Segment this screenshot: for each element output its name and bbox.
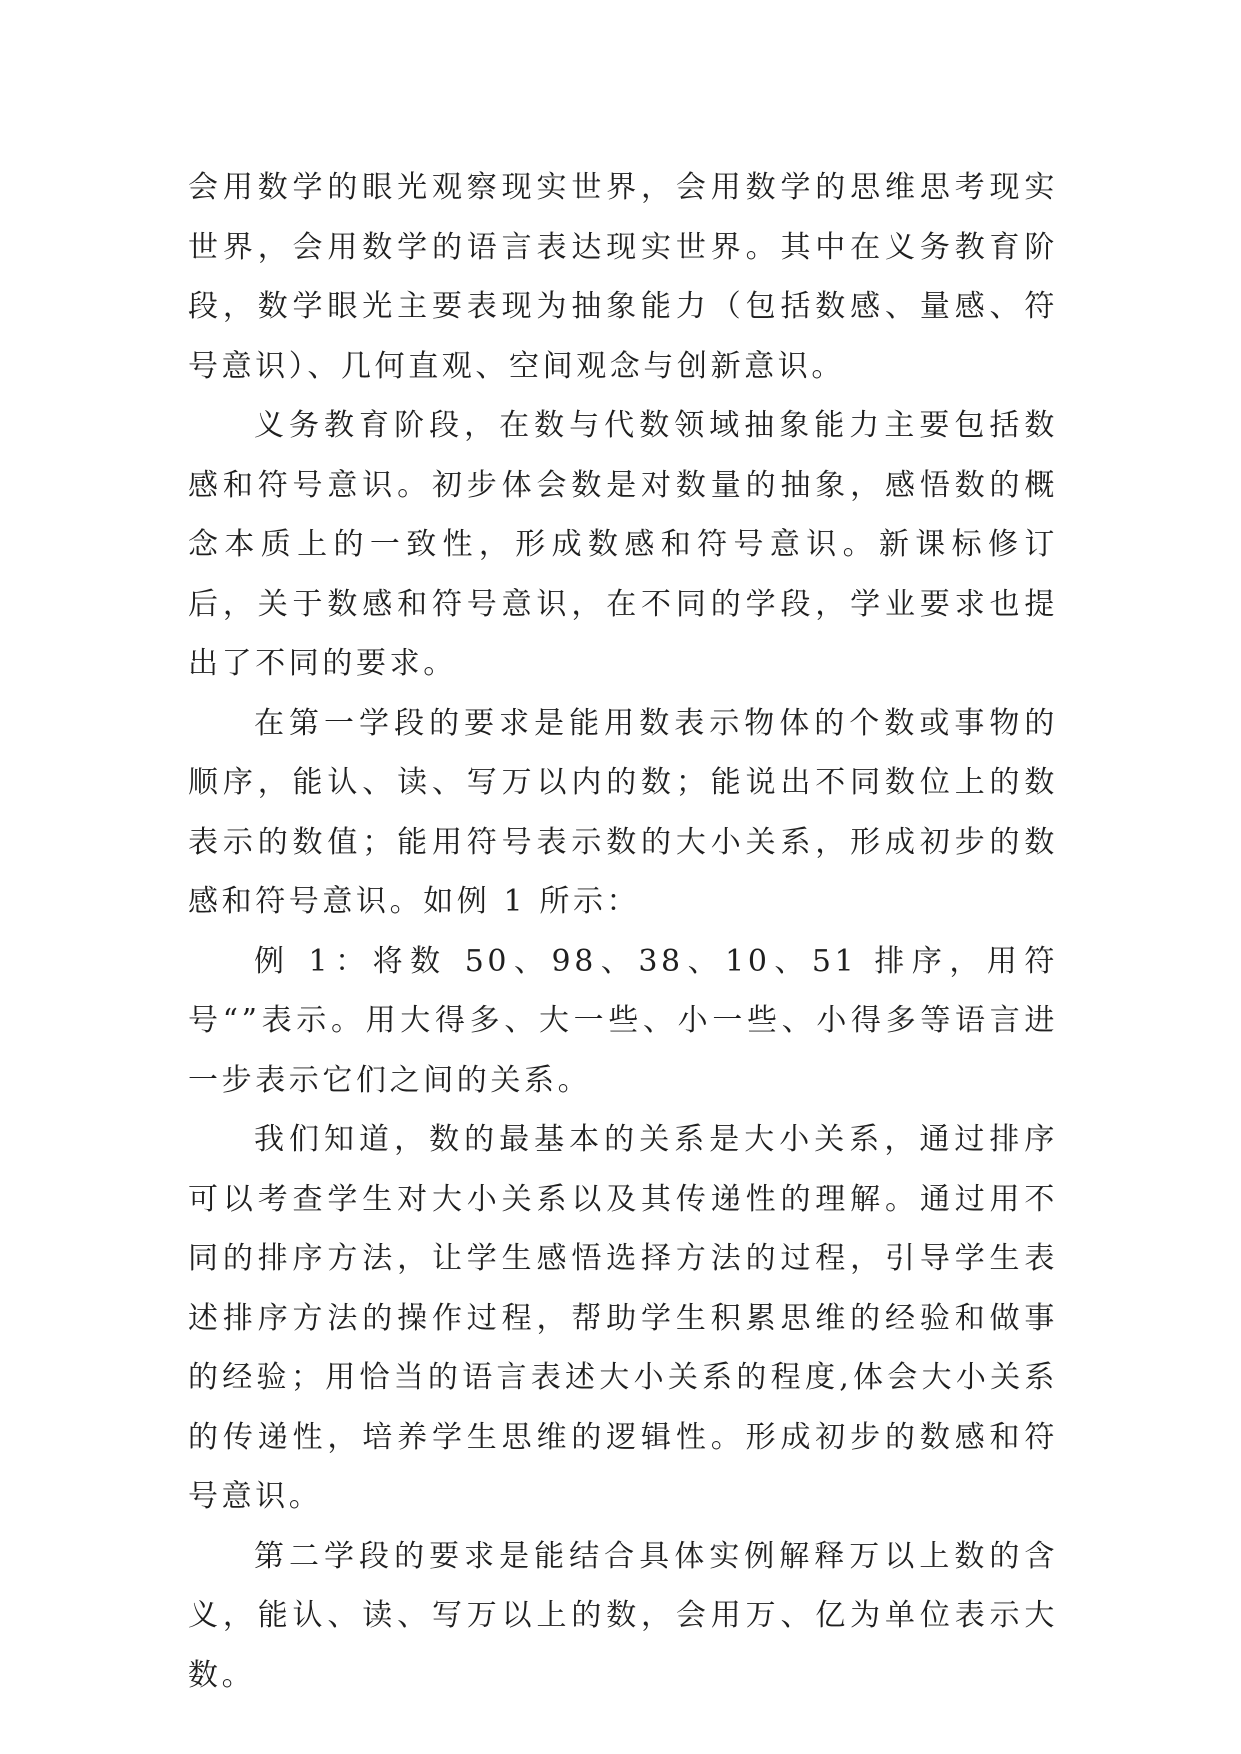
paragraph-2: 义务教育阶段，在数与代数领域抽象能力主要包括数感和符号意识。初步体会数是对数量的抽象，感悟数的概念本质上的一致性，形成数感和符号意识。新课标修订后，关于数感和符号意识，在不同的学段，学业要求也提出了不同的要求。	[188, 408, 1058, 681]
paragraph-example-1: 例 1：将数 50、98、38、10、51 排序，用符号“”表示。用大得多、大一些、小一些、小得多等语言进一步表示它们之间的关系。	[188, 943, 1058, 1098]
document-body	[188, 158, 1058, 1705]
paragraph-3: 在第一学段的要求是能用数表示物体的个数或事物的顺序，能认、读、写万以内的数；能说出不同数位上的数表示的数值；能用符号表示数的大小关系，形成初步的数感和符号意识。如例 1 所示：	[188, 705, 1058, 919]
paragraph-5: 我们知道，数的最基本的关系是大小关系，通过排序可以考查学生对大小关系以及其传递性的理解。通过用不同的排序方法，让学生感悟选择方法的过程，引导学生表述排序方法的操作过程，帮助学生积累思维的经验和做事的经验；用恰当的语言表述大小关系的程度,体会大小关系的传递性，培养学生思维的逻辑性。形成初步的数感和符号意识。	[188, 1122, 1058, 1514]
paragraph-6: 第二学段的要求是能结合具体实例解释万以上数的含义，能认、读、写万以上的数，会用万、亿为单位表示大数。	[188, 1538, 1058, 1693]
paragraph-1: 会用数学的眼光观察现实世界，会用数学的思维思考现实世界，会用数学的语言表达现实世界。其中在义务教育阶段，数学眼光主要表现为抽象能力（包括数感、量感、符号意识）、几何直观、空间观念与创新意识。	[188, 170, 1058, 384]
